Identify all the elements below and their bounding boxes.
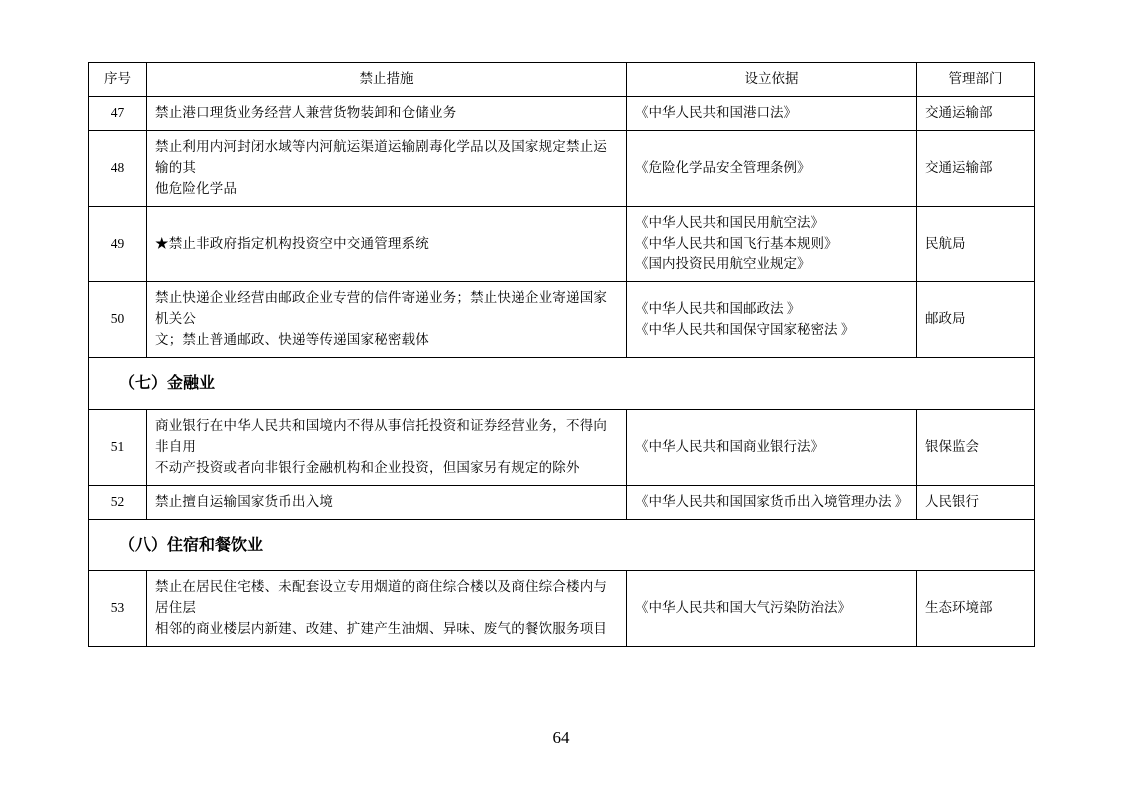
column-header-dept: 管理部门	[917, 63, 1035, 97]
row-seq: 47	[89, 96, 147, 130]
measure-line: 商业银行在中华人民共和国境内不得从事信托投资和证券经营业务，不得向非自用	[155, 417, 608, 454]
row-measure	[147, 282, 627, 358]
column-header-basis: 设立依据	[627, 63, 917, 97]
row-dept: 交通运输部	[917, 130, 1035, 206]
table-body	[89, 96, 1035, 646]
measure-line: 他危险化学品	[155, 180, 238, 196]
table-header-row	[89, 63, 1035, 97]
section-title: （八）住宿和餐饮业	[89, 519, 1035, 571]
table-row	[89, 485, 1035, 519]
measure-line: ★禁止非政府指定机构投资空中交通管理系统	[155, 235, 429, 251]
measure-line: 相邻的商业楼层内新建、改建、扩建产生油烟、异味、废气的餐饮服务项目	[155, 621, 608, 637]
measure-line: 禁止擅自运输国家货币出入境	[155, 493, 334, 509]
row-basis	[627, 571, 917, 647]
row-basis	[627, 206, 917, 282]
basis-line: 《中华人民共和国国家货币出入境管理办法 》	[635, 493, 909, 509]
basis-line: 《危险化学品安全管理条例》	[635, 159, 811, 175]
table-header	[89, 63, 1035, 97]
row-seq: 49	[89, 206, 147, 282]
prohibited-measures-table	[88, 62, 1035, 647]
table-row	[89, 282, 1035, 358]
row-measure	[147, 409, 627, 485]
basis-line: 《中华人民共和国保守国家秘密法 》	[635, 321, 855, 337]
row-dept: 人民银行	[917, 485, 1035, 519]
table-row	[89, 206, 1035, 282]
row-seq: 51	[89, 409, 147, 485]
basis-line: 《国内投资民用航空业规定》	[635, 256, 811, 272]
row-seq: 50	[89, 282, 147, 358]
row-dept: 生态环境部	[917, 571, 1035, 647]
row-dept: 交通运输部	[917, 96, 1035, 130]
row-basis	[627, 96, 917, 130]
basis-line: 《中华人民共和国邮政法 》	[635, 300, 801, 316]
row-seq: 53	[89, 571, 147, 647]
row-dept: 邮政局	[917, 282, 1035, 358]
page-number: 64	[552, 728, 570, 747]
section-title: （七）金融业	[89, 358, 1035, 410]
row-measure	[147, 130, 627, 206]
row-basis	[627, 485, 917, 519]
row-basis	[627, 130, 917, 206]
measure-line: 不动产投资或者向非银行金融机构和企业投资，但国家另有规定的除外	[155, 459, 580, 475]
table-row	[89, 409, 1035, 485]
measure-line: 禁止快递企业经营由邮政企业专营的信件寄递业务；禁止快递企业寄递国家机关公	[155, 290, 608, 327]
measure-line: 禁止利用内河封闭水域等内河航运渠道运输剧毒化学品以及国家规定禁止运输的其	[155, 138, 608, 175]
measure-line: 禁止在居民住宅楼、未配套设立专用烟道的商住综合楼以及商住综合楼内与居住层	[155, 579, 608, 616]
row-seq: 52	[89, 485, 147, 519]
column-header-seq: 序号	[89, 63, 147, 97]
row-basis	[627, 282, 917, 358]
basis-line: 《中华人民共和国飞行基本规则》	[635, 235, 838, 251]
row-basis	[627, 409, 917, 485]
basis-line: 《中华人民共和国大气污染防治法》	[635, 600, 851, 616]
basis-line: 《中华人民共和国港口法》	[635, 104, 797, 120]
row-dept: 银保监会	[917, 409, 1035, 485]
column-header-measure: 禁止措施	[147, 63, 627, 97]
section-row	[89, 358, 1035, 410]
row-measure	[147, 485, 627, 519]
row-measure	[147, 571, 627, 647]
measure-line: 禁止港口理货业务经营人兼营货物装卸和仓储业务	[155, 104, 457, 120]
table-row	[89, 96, 1035, 130]
row-measure	[147, 206, 627, 282]
measure-line: 文；禁止普通邮政、快递等传递国家秘密载体	[155, 332, 429, 348]
table-row	[89, 571, 1035, 647]
basis-line: 《中华人民共和国民用航空法》	[635, 214, 824, 230]
section-row	[89, 519, 1035, 571]
basis-line: 《中华人民共和国商业银行法》	[635, 438, 824, 454]
row-dept: 民航局	[917, 206, 1035, 282]
table-row	[89, 130, 1035, 206]
row-measure	[147, 96, 627, 130]
row-seq: 48	[89, 130, 147, 206]
